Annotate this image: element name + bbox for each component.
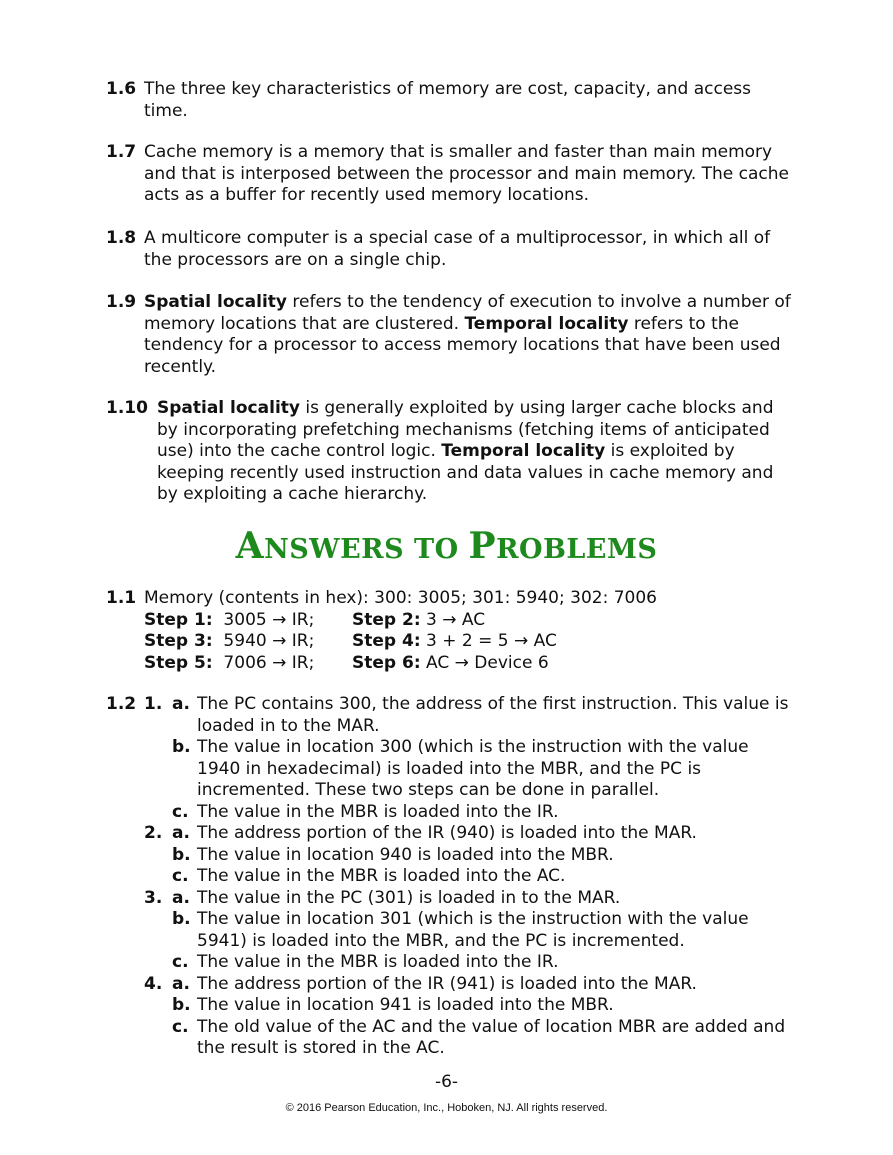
answer-1-7 (106, 142, 796, 207)
sub-item (144, 737, 796, 802)
page-number: -6- (434, 1072, 459, 1092)
step-letter: b. (172, 909, 191, 929)
answer-text (144, 292, 796, 378)
step-text: The value in the MBR is loaded into the IR. (197, 801, 559, 822)
step-text: The address portion of the IR (941) is loaded into the MAR. (197, 973, 697, 994)
step-cell (144, 631, 314, 653)
step-row (144, 610, 796, 632)
sub-item (144, 845, 796, 867)
sub-item (144, 823, 796, 845)
answer-1-6 (106, 79, 796, 122)
step-text: The value in location 301 (which is the instruction with the value 5941) is loaded into the MBR, and the PC is incremented. (197, 909, 749, 951)
heading-part: NSWERS (264, 534, 405, 565)
sub-item (144, 694, 796, 737)
answer-text-part: refers to the tendency of execution to involve a number of memory locations that are clustered. (144, 292, 791, 334)
step-letter: a. (172, 694, 190, 714)
sub-item (144, 802, 796, 824)
step-label: Step 6: (352, 652, 421, 673)
step-letter: c. (172, 866, 189, 886)
step-number: 4. (144, 973, 163, 994)
step-letter: c. (172, 1016, 189, 1037)
step-text: AC → Device 6 (420, 652, 549, 673)
sub-item (144, 952, 796, 974)
step-text: 3 → AC (420, 609, 486, 630)
answer-text: Cache memory is a memory that is smaller and faster than main memory and that is interposed between the processor and main memory. The cache acts as a buffer for recently used memory locations. (144, 142, 789, 205)
answer-text-part: is generally exploited by using larger cache blocks and by incorporating prefetching mechanisms (fetching items of anticipated use) into the cache control logic. (157, 398, 774, 461)
step-row (144, 631, 796, 653)
question-number: 1.9 (106, 292, 137, 312)
step-number: 2. (144, 823, 163, 843)
step-text: The old value of the AC and the value of location MBR are added and the result is stored in the AC. (197, 1016, 786, 1058)
step-label: Step 4: (352, 631, 421, 651)
step-text: The value in location 300 (which is the instruction with the value 1940 in hexadecimal) is loaded into the MBR, and the PC is incremented. These two steps can be done in parallel. (197, 737, 749, 800)
problem-body (144, 694, 796, 1060)
step-letter: b. (172, 844, 191, 865)
step-letter: c. (172, 801, 189, 822)
problem-1-1 (106, 588, 796, 674)
step-text: 3 + 2 = 5 → AC (420, 631, 557, 651)
sub-item (144, 995, 796, 1017)
problem-number: 1.2 (106, 694, 137, 714)
section-heading (0, 524, 893, 572)
heading-initial: P (468, 525, 497, 567)
heading-part: ROBLEMS (496, 534, 658, 565)
sub-item (144, 1017, 796, 1060)
step-text: The value in location 940 is loaded into the MBR. (197, 844, 614, 865)
step-text: The value in the MBR is loaded into the AC. (197, 866, 566, 886)
question-number: 1.10 (106, 398, 148, 418)
sub-item (144, 888, 796, 910)
answer-text-part: is exploited by keeping recently used instruction and data values in cache memory and by exploiting a cache hierarchy. (157, 441, 774, 504)
step-row (144, 653, 796, 675)
step-text: The address portion of the IR (940) is loaded into the MAR. (197, 823, 697, 843)
problem-body (144, 588, 796, 674)
sub-item (144, 866, 796, 888)
question-number: 1.8 (106, 228, 137, 248)
answer-text: A multicore computer is a special case of a multiprocessor, in which all of the processors are on a single chip. (144, 228, 771, 270)
problem-number: 1.1 (106, 588, 137, 608)
step-label: Step 5: (144, 652, 213, 673)
step-text: The value in location 941 is loaded into the MBR. (197, 995, 614, 1015)
copyright-notice: © 2016 Pearson Education, Inc., Hoboken, NJ. All rights reserved. (285, 1102, 608, 1114)
answer-1-8 (106, 228, 796, 271)
step-letter: a. (172, 973, 190, 994)
term-temporal-locality: Temporal locality (464, 313, 629, 334)
step-text: The value in the MBR is loaded into the IR. (197, 952, 559, 972)
step-label: Step 2: (352, 609, 421, 630)
memory-contents: Memory (contents in hex): 300: 3005; 301: 5940; 302: 7006 (144, 588, 657, 608)
sub-item (144, 974, 796, 996)
problem-1-2 (106, 694, 796, 1060)
step-letter: c. (172, 952, 189, 972)
step-letter: b. (172, 737, 191, 757)
step-text: 3005 → IR; (212, 609, 315, 630)
step-cell (352, 610, 485, 632)
step-letter: b. (172, 995, 191, 1015)
answer-text: The three key characteristics of memory are cost, capacity, and access time. (144, 79, 751, 121)
answer-1-9 (106, 292, 796, 378)
term-spatial-locality: Spatial locality (157, 398, 300, 418)
term-temporal-locality: Temporal locality (441, 441, 606, 461)
question-number: 1.7 (106, 142, 137, 162)
step-text: The PC contains 300, the address of the first instruction. This value is loaded in to the MAR. (197, 694, 789, 736)
step-letter: a. (172, 887, 190, 908)
question-number: 1.6 (106, 79, 137, 99)
step-label: Step 3: (144, 631, 213, 651)
step-text: The value in the PC (301) is loaded in to the MAR. (197, 887, 621, 908)
step-number: 3. (144, 887, 163, 908)
term-spatial-locality: Spatial locality (144, 292, 287, 312)
answer-text (157, 398, 796, 506)
step-label: Step 1: (144, 609, 213, 630)
step-text: 5940 → IR; (212, 631, 315, 651)
step-cell (144, 610, 314, 632)
answer-1-10 (106, 398, 796, 506)
heading-initial: A (235, 525, 265, 567)
sub-item (144, 909, 796, 952)
step-letter: a. (172, 823, 190, 843)
step-cell (352, 653, 549, 675)
step-number: 1. (144, 694, 163, 714)
step-cell (144, 653, 314, 675)
steps-list (144, 610, 796, 675)
step-cell (352, 631, 557, 653)
answer-text-part: refers to the tendency for a processor to access memory locations that have been used recently. (144, 313, 781, 377)
heading-part: TO (404, 534, 469, 565)
step-text: 7006 → IR; (212, 652, 315, 673)
